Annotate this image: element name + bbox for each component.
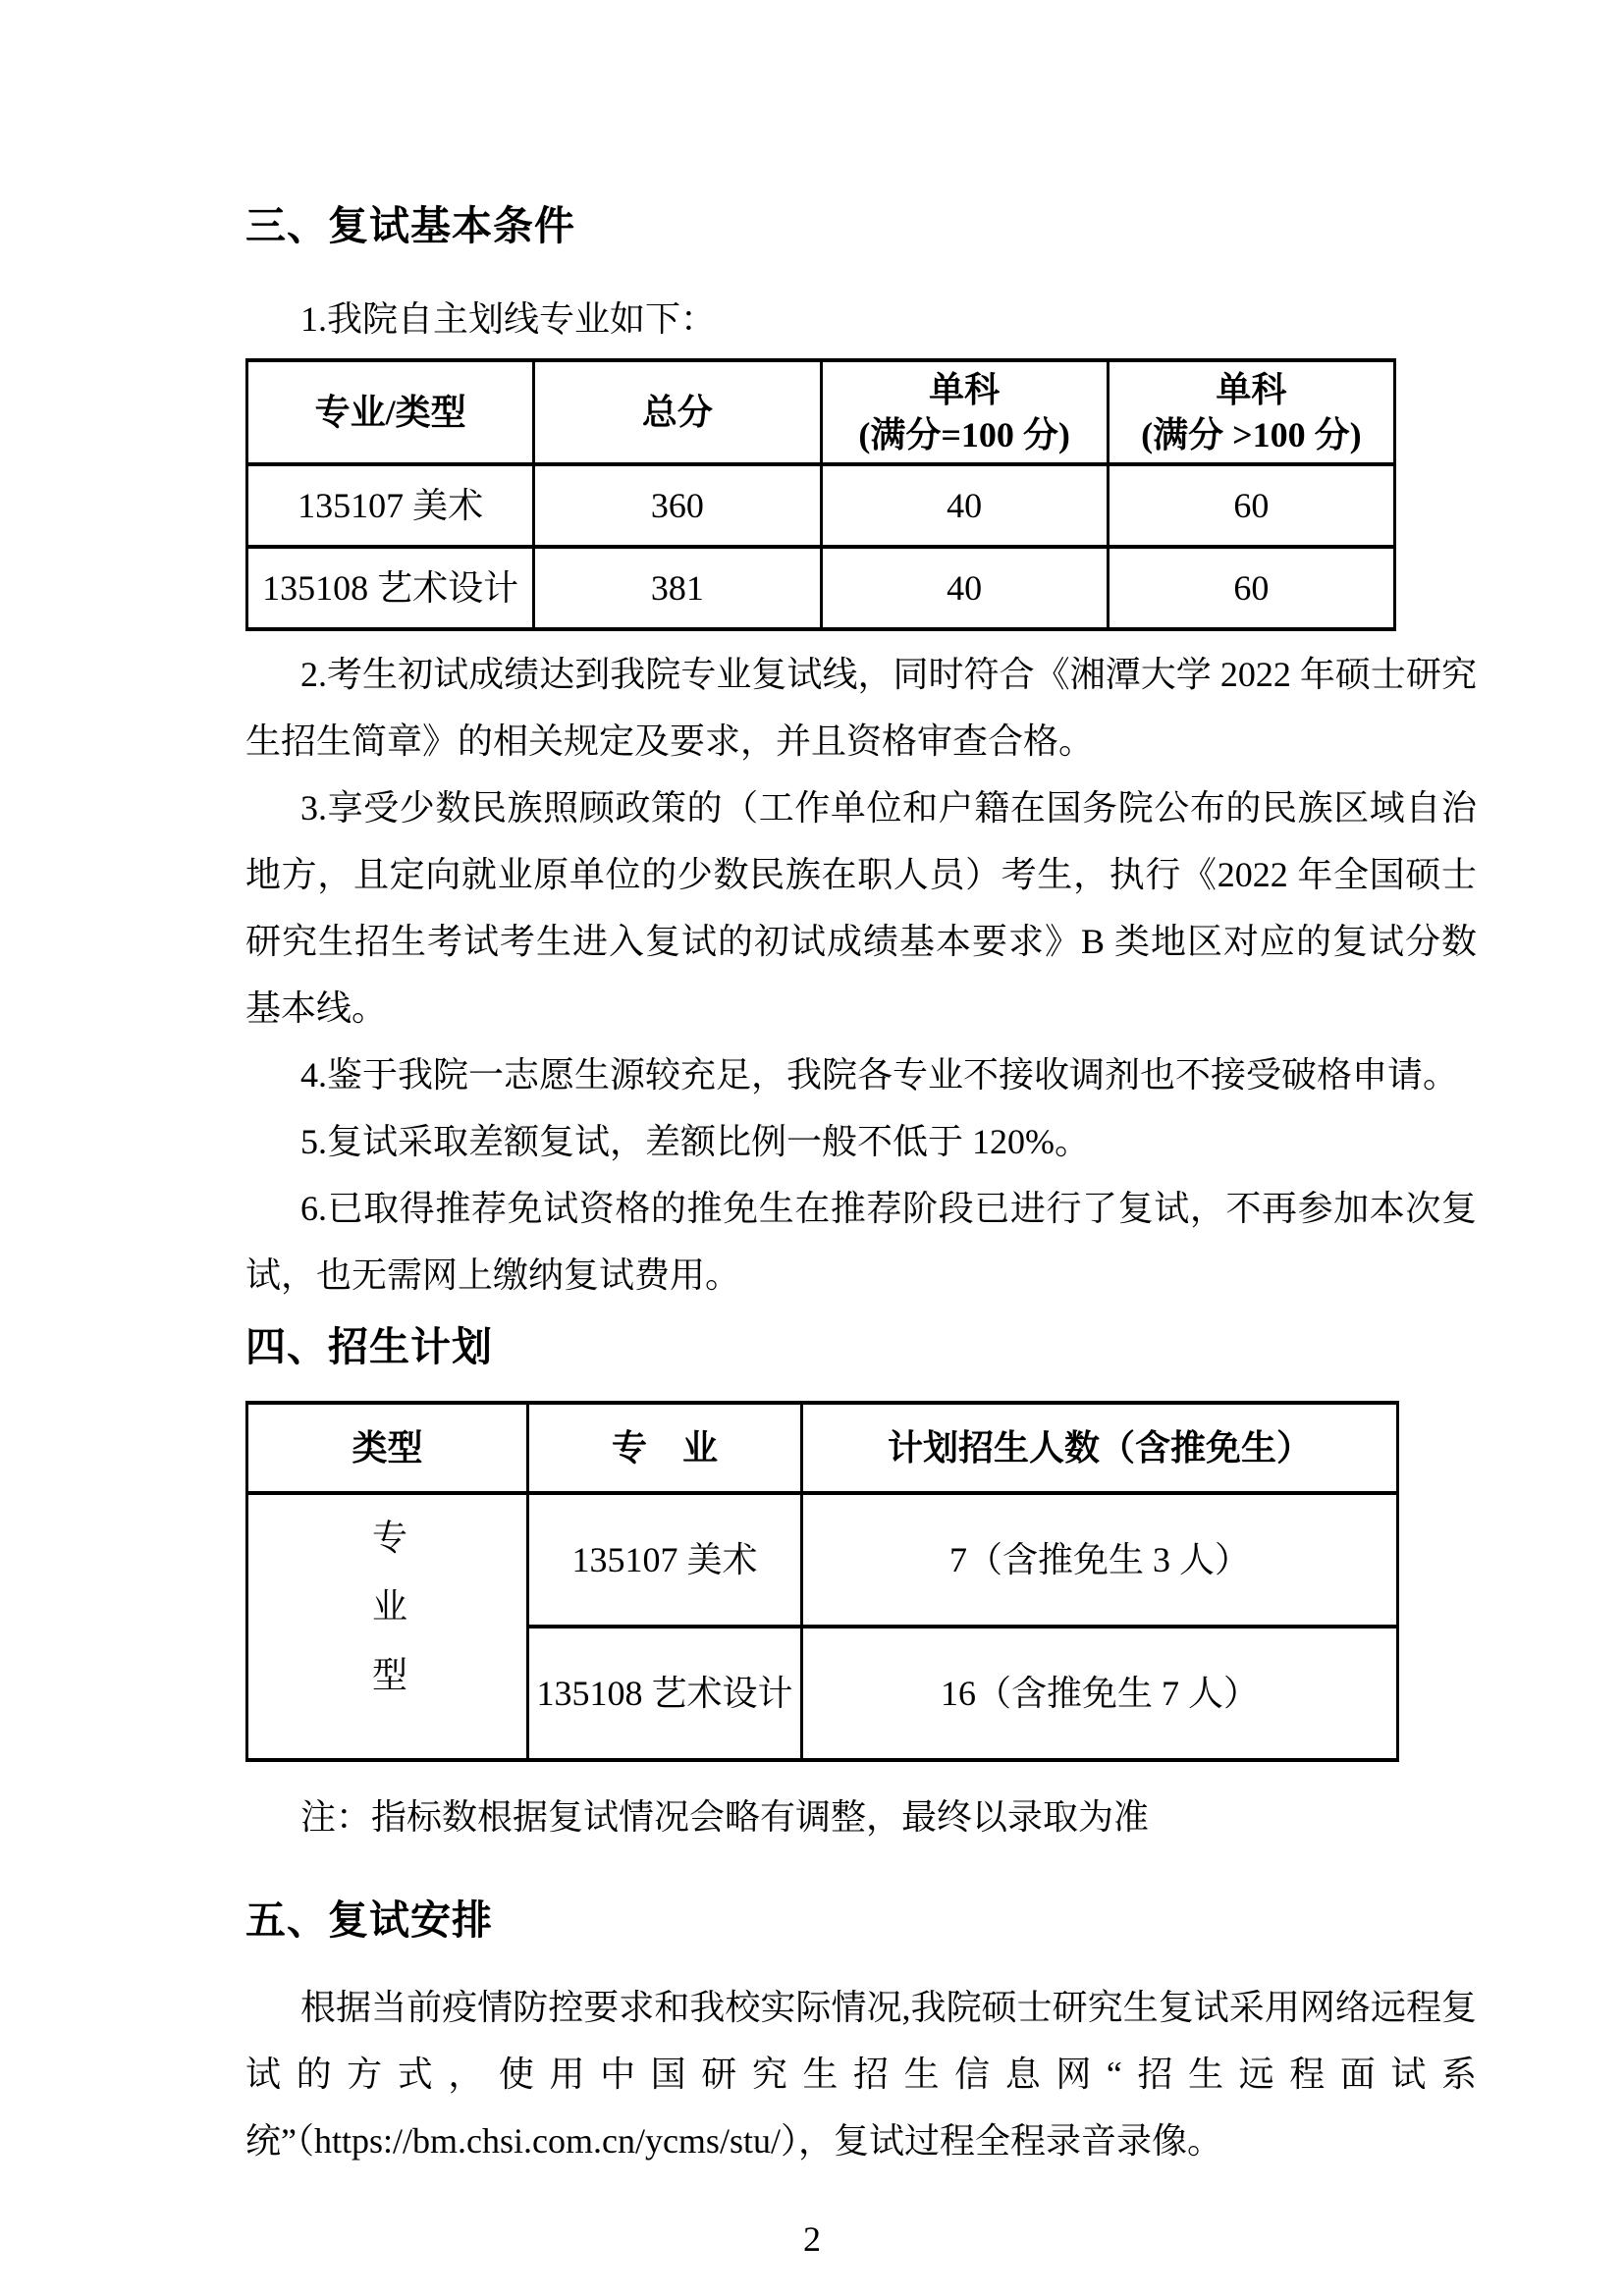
page-number: 2	[803, 2219, 821, 2259]
header-line-1: 单科	[1216, 370, 1287, 409]
score-table-header-total: 总分	[534, 360, 821, 464]
plan-table-note: 注：指标数根据复试情况会略有调整，最终以录取为准	[300, 1797, 1150, 1837]
program-type-cell	[247, 1493, 528, 1760]
program-type-vertical-label: 专业型	[367, 1518, 407, 1725]
section-heading-retest-arrangement: 五、复试安排	[245, 1897, 493, 1943]
score-table-header-single-over-100	[1108, 360, 1394, 464]
score-table-header-row	[247, 360, 1395, 464]
score-table-row-135108	[247, 547, 1395, 629]
score-table-header-major-type: 专业/类型	[247, 360, 534, 464]
table-cell-single-100: 40	[821, 547, 1108, 629]
table-cell-major: 135108 艺术设计	[247, 547, 534, 629]
score-table-row-135107	[247, 464, 1395, 547]
section-heading-enrollment-plan: 四、招生计划	[245, 1324, 493, 1369]
table-cell-single-100: 40	[821, 464, 1108, 547]
condition-paragraph-5: 5.复试采取差额复试，差额比例一般不低于 120%。	[300, 1122, 1090, 1161]
table-cell-count: 7（含推免生 3 人）	[802, 1493, 1398, 1627]
table-cell-single-over-100: 60	[1108, 464, 1394, 547]
table-cell-total: 381	[534, 547, 821, 629]
condition-paragraph-3: 3.享受少数民族照顾政策的（工作单位和户籍在国务院公布的民族区域自治地方，且定向就业原单位的少数民族在职人员）考生，执行《2022 年全国硕士研究生招生考试考生进入复试的初试成绩基本要求》B 类地区对应的复试分数基本线。	[245, 788, 1477, 1028]
condition-paragraph-4: 4.鉴于我院一志愿生源较充足，我院各专业不接收调剂也不接受破格申请。	[300, 1055, 1459, 1095]
header-line-1: 单科	[929, 370, 1001, 409]
table-cell-major: 135108 艺术设计	[528, 1627, 802, 1760]
table-cell-total: 360	[534, 464, 821, 547]
condition-paragraph-6: 6.已取得推荐免试资格的推免生在推荐阶段已进行了复试，不再参加本次复试，也无需网上缴纳复试费用。	[245, 1189, 1477, 1295]
plan-table-row-135107	[247, 1493, 1398, 1627]
plan-table-header-count: 计划招生人数（含推免生）	[802, 1403, 1398, 1493]
table-cell-count: 16（含推免生 7 人）	[802, 1627, 1398, 1760]
score-table-header-single-100	[821, 360, 1108, 464]
header-line-2: (满分=100 分)	[858, 415, 1070, 454]
table-cell-major: 135107 美术	[528, 1493, 802, 1627]
table-cell-major: 135107 美术	[247, 464, 534, 547]
plan-table-header-row	[247, 1403, 1398, 1493]
retest-arrangement-paragraph: 根据当前疫情防控要求和我校实际情况,我院硕士研究生复试采用网络远程复试的方式，使用中国研究生招生信息网“招生远程面试系统”（https://bm.chsi.com.cn/ycms/stu/），复试过程全程录音录像。	[245, 1988, 1477, 2161]
header-line-2: (满分 >100 分)	[1141, 415, 1362, 454]
plan-table-header-major: 专 业	[528, 1403, 802, 1493]
plan-table-header-type: 类型	[247, 1403, 528, 1493]
self-drawn-line-intro: 1.我院自主划线专业如下：	[300, 299, 717, 339]
table-cell-single-over-100: 60	[1108, 547, 1394, 629]
score-line-table	[245, 358, 1396, 631]
section-heading-retest-conditions: 三、复试基本条件	[245, 203, 575, 248]
condition-paragraph-2: 2.考生初试成绩达到我院专业复试线，同时符合《湘潭大学 2022 年硕士研究生招生简章》的相关规定及要求，并且资格审查合格。	[245, 655, 1477, 761]
enrollment-plan-table	[245, 1401, 1399, 1762]
